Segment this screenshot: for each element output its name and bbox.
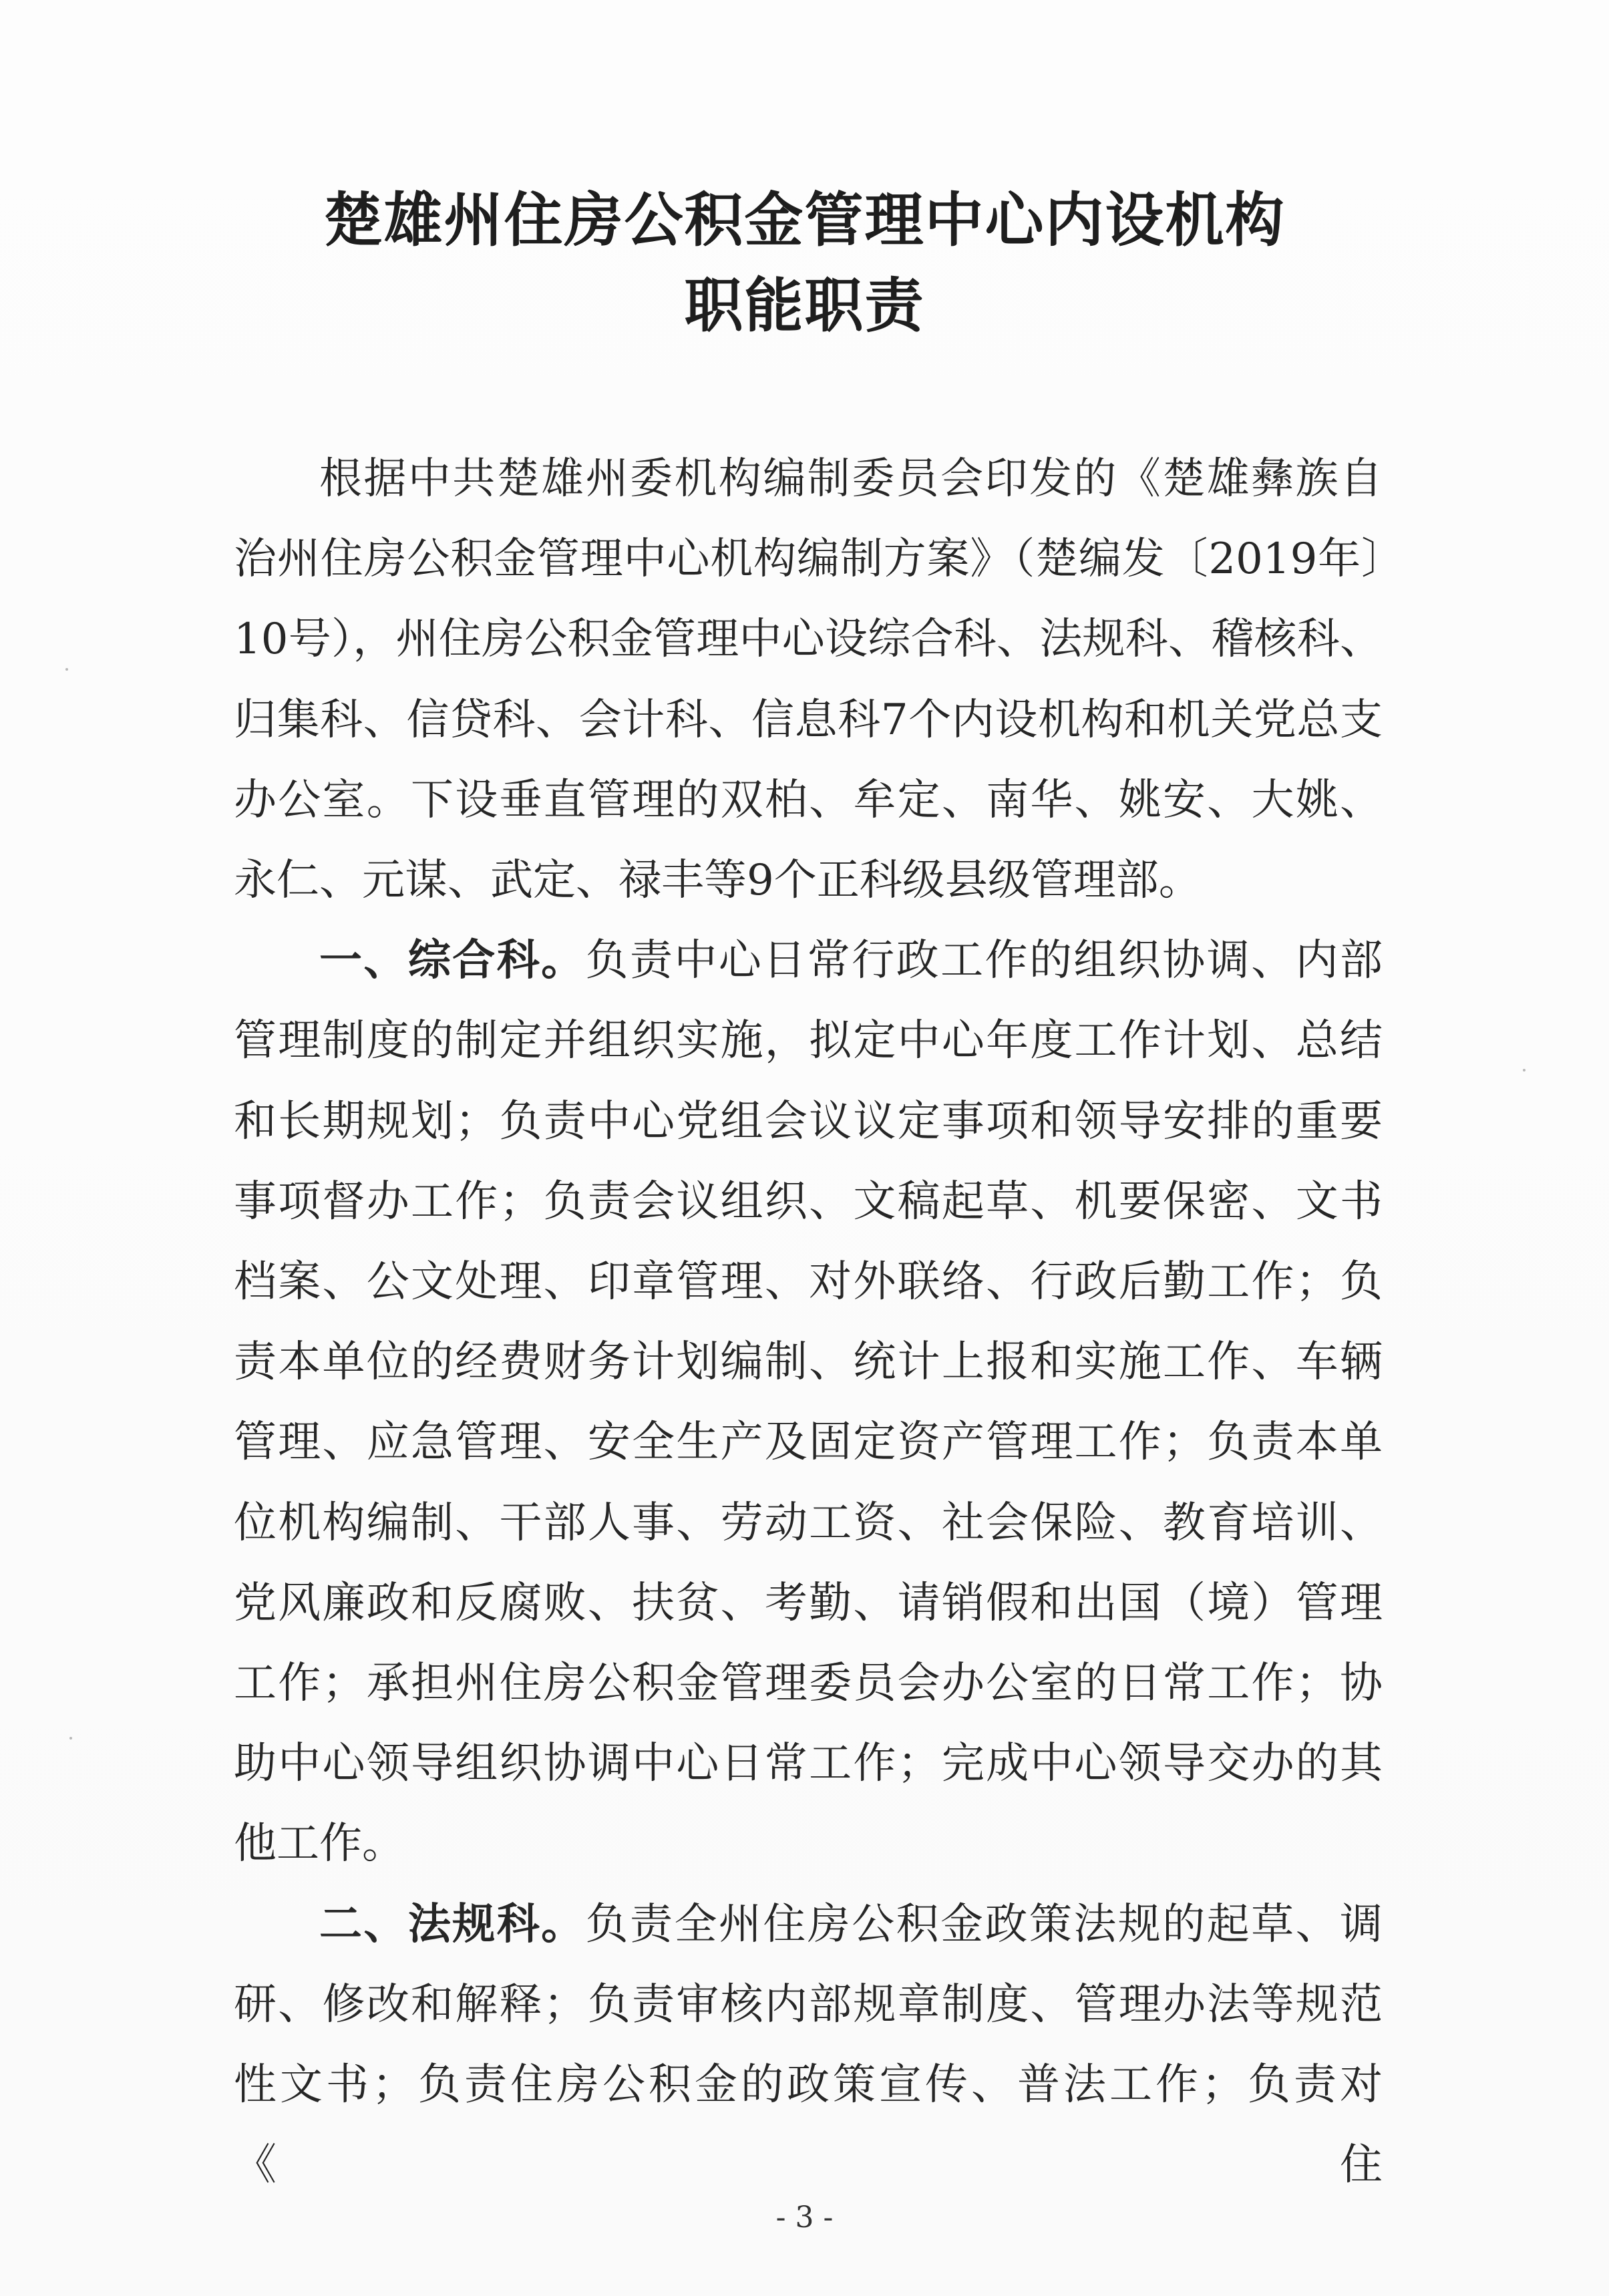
document-title-line2: 职能职责 (684, 271, 925, 340)
section-1-heading: 一、综合科。 (319, 936, 586, 986)
document-title-line1: 楚雄州住房公积金管理中心内设机构 (323, 186, 1286, 255)
scan-speck (65, 668, 68, 671)
section-2-paragraph (234, 1884, 1383, 2206)
scan-speck (69, 1737, 72, 1740)
section-1-paragraph (234, 921, 1383, 1884)
scan-speck (1523, 1069, 1526, 1072)
section-2-heading: 二、法规科。 (319, 1899, 586, 1949)
intro-paragraph: 根据中共楚雄州委机构编制委员会印发的《楚雄彝族自治州住房公积金管理中心机构编制方案》（楚编发〔2019年〕10号），州住房公积金管理中心设综合科、法规科、稽核科、归集科、信贷科、会计科、信息科7个内设机构和机关党总支办公室。下设垂直管理的双柏、牟定、南华、姚安、大姚、永仁、元谋、武定、禄丰等9个正科级县级管理部。 (234, 454, 1383, 906)
section-1-text: 负责中心日常行政工作的组织协调、内部管理制度的制定并组织实施，拟定中心年度工作计划、总结和长期规划；负责中心党组会议议定事项和领导安排的重要事项督办工作；负责会议组织、文稿起草、机要保密、文书档案、公文处理、印章管理、对外联络、行政后勤工作；负责本单位的经费财务计划编制、统计上报和实施工作、车辆管理、应急管理、安全生产及固定资产管理工作；负责本单位机构编制、干部人事、劳动工资、社会保险、教育培训、党风廉政和反腐败、扶贫、考勤、请销假和出国（境）管理工作；承担州住房公积金管理委员会办公室的日常工作；协助中心领导组织协调中心日常工作；完成中心领导交办的其他工作。 (234, 936, 1383, 1869)
section-2-text: 负责全州住房公积金政策法规的起草、调研、修改和解释；负责审核内部规章制度、管理办法等规范性文书；负责住房公积金的政策宣传、普法工作；负责对《住 (234, 1899, 1383, 2190)
document-body (234, 439, 1383, 2205)
page-number: - 3 - (775, 2200, 834, 2235)
